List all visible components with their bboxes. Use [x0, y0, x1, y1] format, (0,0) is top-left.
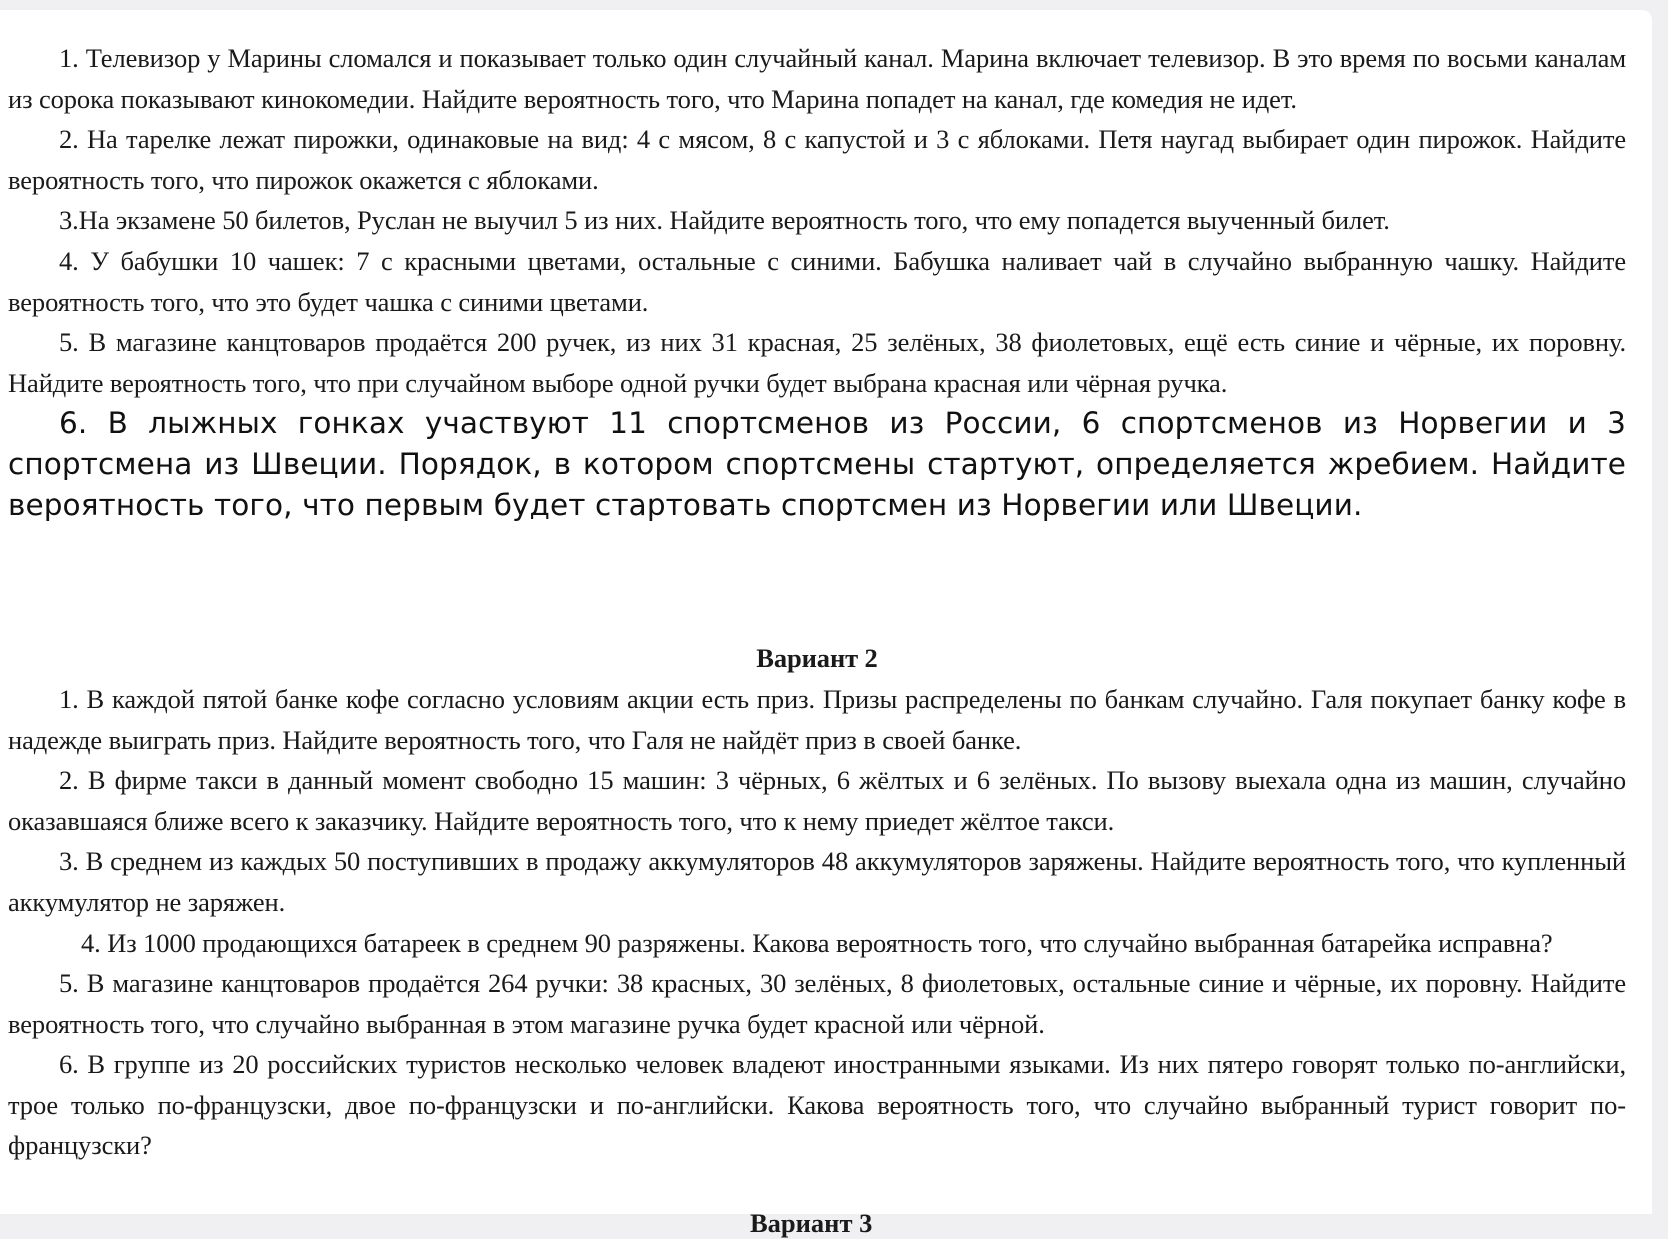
v1-problem-4: 4. У бабушки 10 чашек: 7 с красными цветами, остальные с синими. Бабушка наливает чай в случайно выбранную чашку. Найдите вероятность того, что это будет чашка с синими цветами. — [8, 245, 1626, 317]
v1-problem-6: 6. В лыжных гонках участвуют 11 спортсменов из России, 6 спортсменов из Норвегии и 3 спортсмена из Швеции. Порядок, в котором спортсмены стартуют, определяется жребием. Найдите вероятность того, что первым будет стартовать спортсмен из Норвегии или Швеции. — [8, 406, 1626, 523]
document-content — [8, 38, 1626, 1166]
v1-problem-3: 3.На экзамене 50 билетов, Руслан не выучил 5 из них. Найдите вероятность того, что ему попадется выученный билет. — [59, 205, 1390, 236]
document-page — [0, 10, 1652, 1238]
v2-problem-3: 3. В среднем из каждых 50 поступивших в продажу аккумуляторов 48 аккумуляторов заряжены. Найдите вероятность того, что купленный аккумулятор не заряжен. — [8, 846, 1626, 917]
variant-3-heading-cut-off: Вариант 3 — [750, 1208, 873, 1238]
v1-problem-5: 5. В магазине канцтоваров продаётся 200 ручек, из них 31 красная, 25 зелёных, 38 фиолетовых, ещё есть синие и чёрные, их поровну. Найдите вероятность того, что при случайном выборе одной ручки будет выбрана красная или чёрная ручка. — [8, 327, 1626, 398]
v1-problem-2: 2. На тарелке лежат пирожки, одинаковые на вид: 4 с мясом, 8 с капустой и 3 с яблоками. Петя наугад выбирает один пирожок. Найдите вероятность того, что пирожок окажется с яблоками. — [8, 124, 1626, 195]
v2-problem-2: 2. В фирме такси в данный момент свободно 15 машин: 3 чёрных, 6 жёлтых и 6 зелёных. По вызову выехала одна из машин, случайно оказавшаяся ближе всего к заказчику. Найдите вероятность того, что к нему приедет жёлтое такси. — [8, 765, 1626, 836]
variant-2-heading: Вариант 2 — [756, 643, 878, 674]
v1-problem-1: 1. Телевизор у Марины сломался и показывает только один случайный канал. Марина включает телевизор. В это время по восьми каналам из сорока показывают кинокомедии. Найдите вероятность того, что Марина попадет на канал, где комедия не идет. — [8, 43, 1626, 114]
v2-problem-4: 4. Из 1000 продающихся батареек в среднем 90 разряжены. Какова вероятность того, что случайно выбранная батарейка исправна? — [81, 927, 1553, 958]
section-spacer — [8, 526, 1626, 638]
variant-2-section — [8, 638, 1626, 1166]
v2-problem-6: 6. В группе из 20 российских туристов несколько человек владеют иностранными языками. Из них пятеро говорят только по-английски, трое только по-французски, двое по-французски и по-английски. Какова вероятность того, что случайно выбранный турист говорит по-французски? — [8, 1049, 1626, 1161]
v2-problem-5: 5. В магазине канцтоваров продаётся 264 ручки: 38 красных, 30 зелёных, 8 фиолетовых, остальные синие и чёрные, их поровну. Найдите вероятность того, что случайно выбранная в этом магазине ручка будет красной или чёрной. — [8, 968, 1626, 1039]
variant-1-section — [8, 38, 1626, 526]
v2-problem-1: 1. В каждой пятой банке кофе согласно условиям акции есть приз. Призы распределены по банкам случайно. Галя покупает банку кофе в надежде выиграть приз. Найдите вероятность того, что Галя не найдёт приз в своей банке. — [8, 683, 1626, 755]
